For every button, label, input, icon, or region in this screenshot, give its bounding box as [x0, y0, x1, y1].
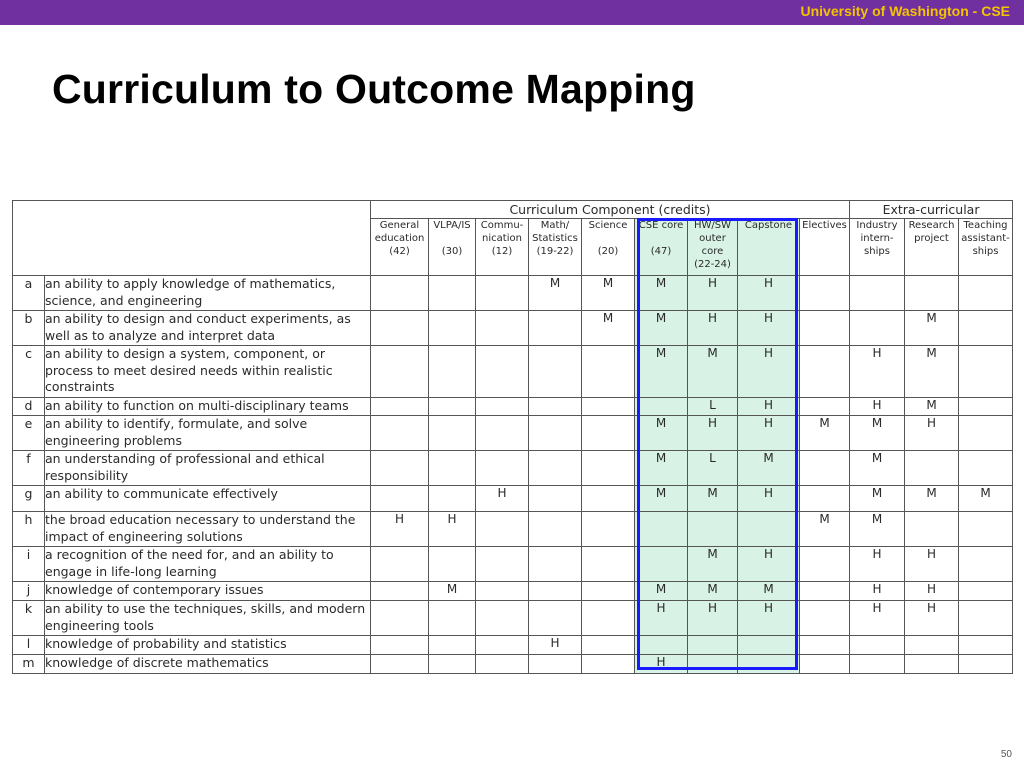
outcome-text: knowledge of probability and statistics [45, 636, 371, 655]
column-header [850, 219, 905, 276]
mapping-cell [529, 655, 582, 674]
mapping-cell [476, 398, 529, 416]
outcome-letter: a [13, 276, 45, 311]
mapping-cell [635, 636, 688, 655]
mapping-cell: H [905, 547, 959, 582]
mapping-cell: H [850, 601, 905, 636]
outcome-letter: m [13, 655, 45, 674]
mapping-cell [371, 346, 429, 398]
column-header-line: (22-24) [694, 259, 731, 270]
table-row [13, 416, 1013, 451]
outcome-text: an ability to function on multi-disciplinary teams [45, 398, 371, 416]
mapping-cell: M [688, 547, 738, 582]
mapping-cell [905, 636, 959, 655]
outcome-text: knowledge of discrete mathematics [45, 655, 371, 674]
top-bar [0, 0, 1024, 25]
mapping-cell: H [850, 346, 905, 398]
mapping-cell [429, 451, 476, 486]
mapping-cell [635, 512, 688, 547]
mapping-cell: H [905, 601, 959, 636]
mapping-cell: M [800, 416, 850, 451]
mapping-cell: M [529, 276, 582, 311]
mapping-cell [429, 416, 476, 451]
column-header-line: VLPA/IS [433, 220, 471, 231]
curriculum-group-header: Curriculum Component (credits) [371, 201, 850, 219]
mapping-cell [800, 547, 850, 582]
mapping-cell: M [800, 512, 850, 547]
mapping-cell [476, 311, 529, 346]
mapping-cell [800, 398, 850, 416]
table-row [13, 655, 1013, 674]
mapping-cell [529, 311, 582, 346]
mapping-cell [959, 416, 1013, 451]
mapping-cell: M [959, 486, 1013, 512]
column-header-line: Math/ [540, 220, 570, 231]
column-header-line: (19-22) [536, 246, 574, 257]
mapping-cell [635, 547, 688, 582]
column-header-line: General [379, 220, 420, 231]
mapping-cell [738, 512, 800, 547]
table-row [13, 582, 1013, 601]
column-header-line: (12) [491, 246, 513, 257]
mapping-cell [476, 601, 529, 636]
column-header-line: (20) [597, 246, 619, 257]
mapping-cell [429, 601, 476, 636]
slide-title: Curriculum to Outcome Mapping [52, 66, 696, 112]
mapping-cell: H [738, 346, 800, 398]
mapping-cell: M [635, 582, 688, 601]
column-header [476, 219, 529, 276]
mapping-cell: M [850, 416, 905, 451]
table-row [13, 311, 1013, 346]
extra-group-header: Extra-curricular [850, 201, 1013, 219]
mapping-cell [959, 582, 1013, 601]
mapping-cell [582, 486, 635, 512]
mapping-cell [800, 486, 850, 512]
outcome-letter: j [13, 582, 45, 601]
column-header [738, 219, 800, 276]
column-header [800, 219, 850, 276]
mapping-cell: H [688, 601, 738, 636]
column-header-line: education [374, 233, 425, 244]
mapping-cell: H [688, 416, 738, 451]
outcome-text: an ability to design and conduct experiments, as well as to analyze and interpret data [45, 311, 371, 346]
mapping-cell [429, 346, 476, 398]
mapping-cell [429, 636, 476, 655]
outcome-text: knowledge of contemporary issues [45, 582, 371, 601]
column-header-line: Research [908, 220, 955, 231]
column-header-line: Science [588, 220, 628, 231]
mapping-cell [959, 547, 1013, 582]
column-header [688, 219, 738, 276]
mapping-cell [429, 547, 476, 582]
column-header-line: project [914, 233, 949, 244]
mapping-cell: H [850, 582, 905, 601]
mapping-cell: M [905, 346, 959, 398]
mapping-cell [800, 582, 850, 601]
outcome-letter: l [13, 636, 45, 655]
mapping-cell [959, 601, 1013, 636]
mapping-cell [850, 276, 905, 311]
mapping-cell: M [905, 398, 959, 416]
mapping-cell [371, 451, 429, 486]
outcome-text: the broad education necessary to understand the impact of engineering solutions [45, 512, 371, 547]
mapping-cell [959, 636, 1013, 655]
mapping-cell [959, 512, 1013, 547]
outcome-text: an understanding of professional and ethical responsibility [45, 451, 371, 486]
mapping-cell: M [635, 346, 688, 398]
mapping-cell: H [905, 582, 959, 601]
mapping-cell [476, 655, 529, 674]
mapping-cell [959, 276, 1013, 311]
mapping-cell: M [850, 512, 905, 547]
mapping-cell: M [635, 311, 688, 346]
outcome-letter: c [13, 346, 45, 398]
mapping-cell [371, 547, 429, 582]
column-header-line: ships [864, 246, 890, 257]
column-header-line: HW/SW [693, 220, 731, 231]
mapping-cell: H [635, 655, 688, 674]
mapping-cell [582, 346, 635, 398]
mapping-cell [850, 636, 905, 655]
mapping-cell [529, 416, 582, 451]
curriculum-outcome-table [12, 200, 1013, 674]
mapping-cell [800, 636, 850, 655]
outcome-text: an ability to apply knowledge of mathematics, science, and engineering [45, 276, 371, 311]
mapping-cell [905, 512, 959, 547]
mapping-cell [582, 582, 635, 601]
column-header-line: (47) [650, 246, 672, 257]
mapping-cell [959, 311, 1013, 346]
mapping-cell [371, 311, 429, 346]
mapping-cell: H [738, 486, 800, 512]
outcome-letter: h [13, 512, 45, 547]
mapping-cell: M [688, 582, 738, 601]
column-header-line: Statistics [532, 233, 578, 244]
mapping-cell: H [738, 398, 800, 416]
mapping-cell: M [850, 486, 905, 512]
mapping-cell [582, 636, 635, 655]
mapping-cell: H [635, 601, 688, 636]
column-header-line [635, 232, 687, 245]
column-header-line [429, 232, 475, 245]
mapping-cell [905, 276, 959, 311]
mapping-cell [738, 636, 800, 655]
mapping-cell [959, 655, 1013, 674]
mapping-cell [529, 486, 582, 512]
outcome-letter: k [13, 601, 45, 636]
outcome-text: an ability to design a system, component, or process to meet desired needs within realistic constraints [45, 346, 371, 398]
mapping-cell [429, 311, 476, 346]
mapping-cell [371, 276, 429, 311]
column-header [635, 219, 688, 276]
mapping-cell [476, 636, 529, 655]
mapping-cell [529, 512, 582, 547]
mapping-cell [371, 416, 429, 451]
table-corner [13, 201, 371, 276]
mapping-cell [476, 276, 529, 311]
mapping-cell: H [738, 547, 800, 582]
mapping-cell: M [635, 451, 688, 486]
table-row [13, 601, 1013, 636]
mapping-cell [529, 582, 582, 601]
mapping-cell: M [429, 582, 476, 601]
column-header-line: CSE core [638, 220, 684, 231]
table-row [13, 512, 1013, 547]
outcome-letter: b [13, 311, 45, 346]
mapping-cell [800, 346, 850, 398]
page-number: 50 [1000, 749, 1012, 760]
mapping-cell [959, 451, 1013, 486]
column-header [959, 219, 1013, 276]
mapping-cell [582, 451, 635, 486]
mapping-cell [429, 486, 476, 512]
mapping-cell: H [850, 398, 905, 416]
mapping-cell [688, 655, 738, 674]
column-header-line: Industry [856, 220, 898, 231]
mapping-cell [800, 655, 850, 674]
mapping-cell [529, 346, 582, 398]
mapping-cell [476, 582, 529, 601]
mapping-cell [582, 416, 635, 451]
mapping-cell: L [688, 398, 738, 416]
mapping-cell [905, 451, 959, 486]
mapping-cell [688, 512, 738, 547]
mapping-cell [529, 451, 582, 486]
column-header-line: intern- [860, 233, 894, 244]
column-header-line: ships [972, 246, 999, 257]
table-row [13, 451, 1013, 486]
mapping-cell [429, 655, 476, 674]
mapping-cell: H [476, 486, 529, 512]
mapping-cell [371, 486, 429, 512]
mapping-cell [738, 655, 800, 674]
outcome-letter: i [13, 547, 45, 582]
mapping-cell: H [905, 416, 959, 451]
table-row [13, 486, 1013, 512]
mapping-cell: H [738, 601, 800, 636]
mapping-cell [800, 451, 850, 486]
mapping-cell [850, 311, 905, 346]
mapping-cell: M [635, 276, 688, 311]
mapping-cell: H [371, 512, 429, 547]
column-header-line: Electives [802, 220, 847, 231]
column-header [582, 219, 635, 276]
mapping-cell: M [635, 486, 688, 512]
column-header-line: Teaching [963, 220, 1008, 231]
column-header [905, 219, 959, 276]
mapping-cell: M [738, 451, 800, 486]
mapping-cell: M [582, 311, 635, 346]
mapping-cell [476, 416, 529, 451]
mapping-cell: H [738, 416, 800, 451]
mapping-cell [476, 547, 529, 582]
mapping-cell: H [688, 276, 738, 311]
mapping-cell [476, 512, 529, 547]
column-header-line: core [701, 246, 724, 257]
mapping-cell [371, 398, 429, 416]
mapping-cell [582, 655, 635, 674]
mapping-cell: M [688, 346, 738, 398]
table-row [13, 398, 1013, 416]
mapping-cell [959, 398, 1013, 416]
mapping-cell [800, 601, 850, 636]
mapping-cell [529, 547, 582, 582]
mapping-cell [529, 601, 582, 636]
column-header-line: Commu- [480, 220, 524, 231]
mapping-cell: M [905, 311, 959, 346]
mapping-cell [371, 601, 429, 636]
mapping-cell [476, 346, 529, 398]
mapping-cell [688, 636, 738, 655]
mapping-cell [529, 398, 582, 416]
column-header-line: outer [699, 233, 726, 244]
outcome-letter: d [13, 398, 45, 416]
mapping-cell: M [905, 486, 959, 512]
column-header-line: assistant- [961, 233, 1010, 244]
column-header-line: nication [482, 233, 522, 244]
column-header-line: Capstone [744, 220, 793, 231]
mapping-cell [371, 655, 429, 674]
outcome-text: an ability to identify, formulate, and solve engineering problems [45, 416, 371, 451]
table-row [13, 276, 1013, 311]
mapping-cell: M [738, 582, 800, 601]
group-header-row [13, 201, 1013, 219]
outcome-letter: f [13, 451, 45, 486]
mapping-cell [429, 276, 476, 311]
org-name: University of Washington - CSE [800, 3, 1010, 19]
mapping-cell [476, 451, 529, 486]
outcome-letter: e [13, 416, 45, 451]
table-row [13, 547, 1013, 582]
outcome-text: an ability to communicate effectively [45, 486, 371, 512]
mapping-cell: H [688, 311, 738, 346]
mapping-cell [582, 512, 635, 547]
column-header-line: (42) [389, 246, 410, 257]
mapping-cell [371, 582, 429, 601]
mapping-cell: H [429, 512, 476, 547]
mapping-cell: M [688, 486, 738, 512]
column-header [529, 219, 582, 276]
mapping-cell [800, 311, 850, 346]
mapping-cell: H [529, 636, 582, 655]
mapping-cell [905, 655, 959, 674]
table-row [13, 636, 1013, 655]
mapping-cell: H [738, 276, 800, 311]
mapping-cell [582, 398, 635, 416]
mapping-cell: M [582, 276, 635, 311]
outcome-text: a recognition of the need for, and an ability to engage in life-long learning [45, 547, 371, 582]
mapping-cell [800, 276, 850, 311]
mapping-cell: M [850, 451, 905, 486]
mapping-cell: M [635, 416, 688, 451]
column-header-line: (30) [441, 246, 463, 257]
mapping-cell: L [688, 451, 738, 486]
column-header-line [582, 232, 634, 245]
mapping-cell [959, 346, 1013, 398]
outcome-letter: g [13, 486, 45, 512]
mapping-cell [850, 655, 905, 674]
mapping-cell [582, 547, 635, 582]
mapping-cell [582, 601, 635, 636]
mapping-cell [635, 398, 688, 416]
mapping-cell: H [850, 547, 905, 582]
mapping-cell [371, 636, 429, 655]
column-header [429, 219, 476, 276]
mapping-cell: H [738, 311, 800, 346]
outcome-text: an ability to use the techniques, skills, and modern engineering tools [45, 601, 371, 636]
column-header [371, 219, 429, 276]
table-row [13, 346, 1013, 398]
mapping-cell [429, 398, 476, 416]
